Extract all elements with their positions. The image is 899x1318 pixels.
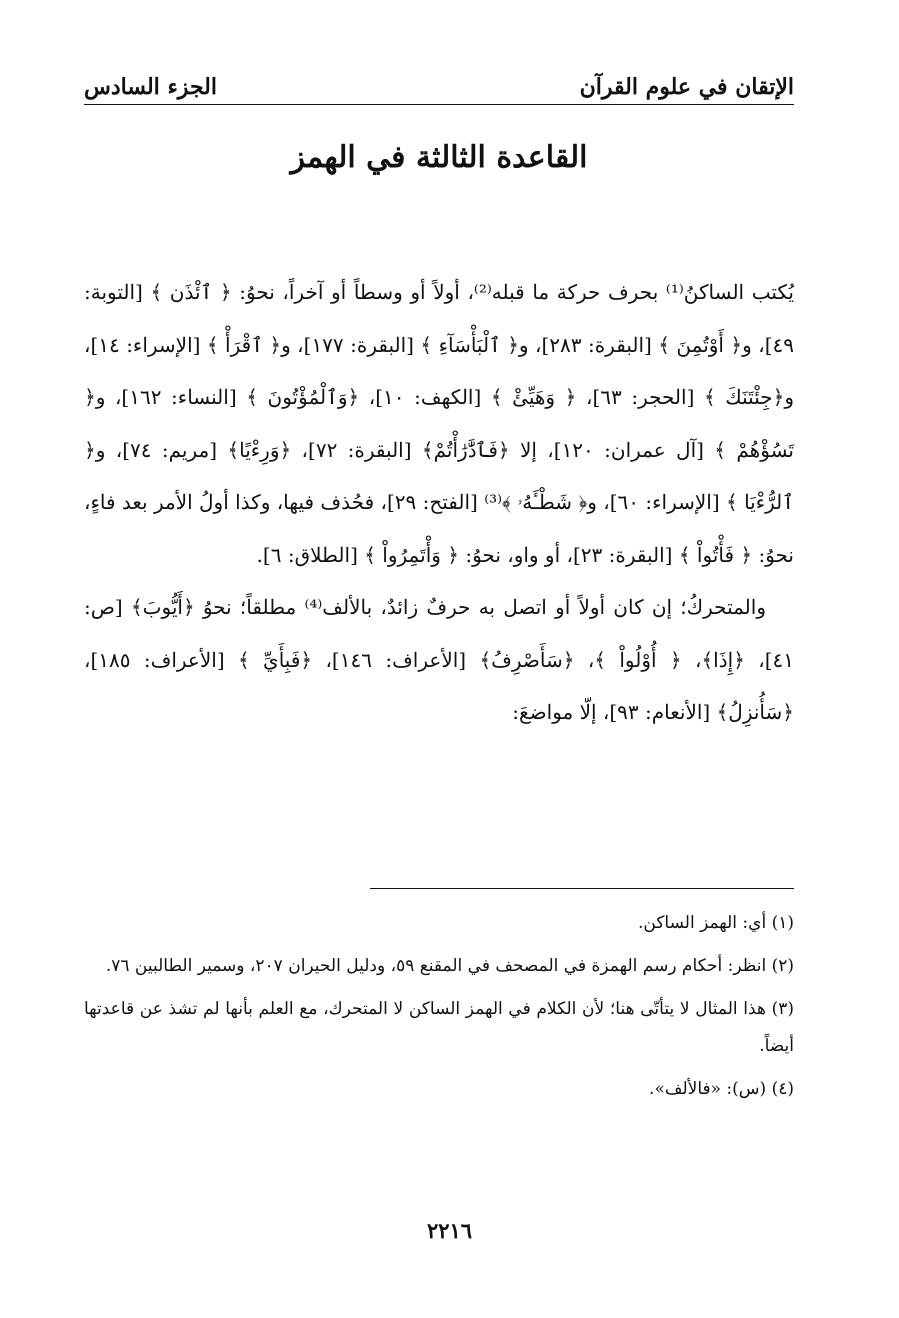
footnote-1: (١) أي: الهمز الساكن. — [637, 913, 794, 933]
footnote-3: (٣) هذا المثال لا يتأتّى هنا؛ لأن الكلام في الهمز الساكن لا المتحرك، مع العلم بأنها لم تشذ عن قاعدتها أيضاً. — [84, 999, 794, 1056]
page-number: ٢٢١٦ — [426, 1218, 473, 1243]
header-rule — [84, 104, 794, 105]
main-text — [84, 266, 794, 739]
header-volume: الجزء السادس — [84, 74, 217, 100]
paragraph-1: يُكتب الساكنُ⁽¹⁾ بحرف حركة ما قبله⁽²⁾، أولاً أو وسطاً أو آخراً، نحوُ: ﴿ ٱئْذَن ﴾ [التوبة: ٤٩]، و﴿ أَوْتُمِنَ ﴾ [البقرة: ٢٨٣]، و﴿ ٱلْبَأْسَآءِ ﴾ [البقرة: ١٧٧]، و﴿ ٱقْرَأْ ﴾ [الإسراء: ١٤]، و﴿جِئْتَنَكَ ﴾ [الحجر: ٦٣]، ﴿ وَهَيِّئْ ﴾ [الكهف: ١٠]، ﴿وَٱلْمُؤْتُونَ ﴾ [النساء: ١٦٢]، و﴿ تَسُؤْهُمْ ﴾ [آل عمران: ١٢٠]، إلا ﴿فَٱدَّٰرَٰأْتُمْ﴾ [البقرة: ٧٢]، ﴿وَرِءْيًا﴾ [مريم: ٧٤]، و﴿ ٱلرُّءْيَا ﴾ [الإسراء: ٦٠]، و﴿ شَطْـَٔهُۥ ﴾⁽³⁾ [الفتح: ٢٩]، فحُذف فيها، وكذا أولُ الأمر بعد فاءٍ، نحوُ: ﴿ فَأْتُواْ ﴾ [البقرة: ٢٣]، أو واو، نحوُ: ﴿ وَأْتَمِرُواْ ﴾ [الطلاق: ٦]. — [84, 280, 794, 567]
section-title: القاعدة الثالثة في الهمز — [290, 140, 588, 175]
footnote-2: (٢) انظر: أحكام رسم الهمزة في المصحف في المقنع ٥٩، ودليل الحيران ٢٠٧، وسمير الطالبين ٧٦. — [105, 956, 794, 976]
running-header — [84, 60, 794, 100]
footnotes — [84, 905, 794, 1114]
header-book-title: الإتقان في علوم القرآن — [579, 74, 794, 100]
paragraph-2: والمتحركُ؛ إن كان أولاً أو اتصل به حرفٌ زائدٌ، بالألف⁽⁴⁾ مطلقاً؛ نحوُ ﴿أَيُّوبَ﴾ [ص: ٤١]، ﴿إِذَا﴾، ﴿ أُوْلُواْ ﴾، ﴿سَأَصْرِفُ﴾ [الأعراف: ١٤٦]، ﴿فَبِأَيِّ ﴾ [الأعراف: ١٨٥]، ﴿سَأُنزِلُ﴾ [الأنعام: ٩٣]، إلّا مواضعَ: — [84, 595, 795, 724]
footnote-4: (٤) (س): «فالألف». — [649, 1079, 794, 1099]
footnote-rule — [370, 888, 794, 889]
